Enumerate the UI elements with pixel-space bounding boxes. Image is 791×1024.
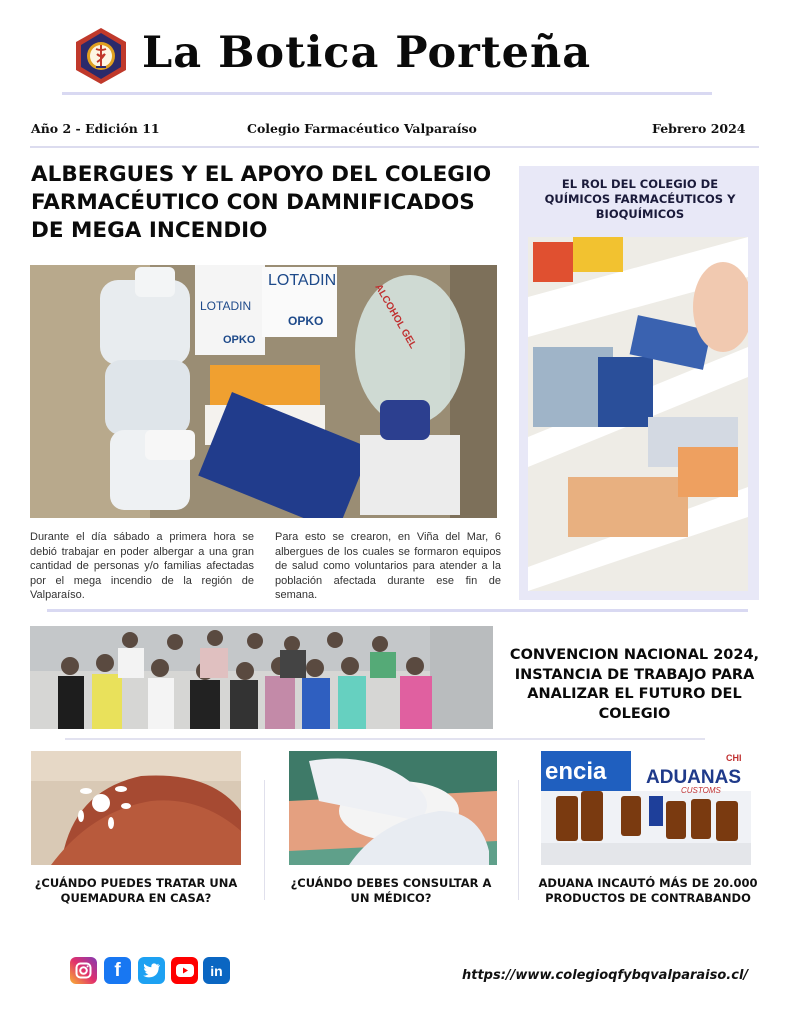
photo-label-opko-2: OPKO (223, 334, 256, 346)
doctor-article-link[interactable]: ¿CUÁNDO DEBES CONSULTAR A UN MÉDICO? (290, 876, 492, 905)
customs-illustration (541, 751, 751, 865)
photo-label-opko: OPKO (288, 314, 324, 328)
photo-label-lotadin-2: LOTADIN (200, 299, 252, 313)
medicine-box-illustration (30, 265, 497, 518)
lower-divider (65, 738, 705, 740)
facebook-icon[interactable]: f (104, 957, 131, 984)
customs-banner-chi: CHI (726, 753, 742, 763)
pharmacy-shelf-photo[interactable] (528, 237, 748, 591)
photo-label-alcohol: ALCOHOL GEL (372, 282, 419, 351)
masthead-title: La Botica Porteña (142, 28, 592, 78)
photo-label-lotadin: LOTADIN (268, 272, 337, 289)
twitter-icon[interactable] (138, 957, 165, 984)
caduceus-hexagon-icon (74, 27, 128, 85)
instagram-icon[interactable] (70, 957, 97, 984)
customs-banner-aduanas: ADUANAS (646, 767, 741, 788)
bandage-illustration (289, 751, 497, 865)
main-story-photo[interactable] (30, 265, 497, 518)
bandage-photo[interactable] (289, 751, 497, 865)
meta-divider (30, 146, 759, 148)
sunburn-illustration (31, 751, 241, 865)
customs-seizure-photo[interactable] (541, 751, 751, 865)
customs-banner-left: encia (545, 758, 607, 785)
main-story-column-1: Durante el día sábado a primera hora se debió trabajar en poder albergar a una gran cantidad de personas y/o familias afectadas por el mega incendio de la región de Valparaíso. (30, 531, 254, 601)
main-story-column-2: Para esto se crearon, en Viña del Mar, 6 albergues de los cuales se formaron equipos de salud como voluntarios para atender a la población afectada durante ese fin de semana. (275, 531, 501, 601)
convention-headline[interactable]: CONVENCION NACIONAL 2024, INSTANCIA DE TRABAJO PARA ANALIZAR EL FUTURO DEL COLEGIO (509, 647, 760, 722)
group-photo-illustration (30, 626, 493, 729)
customs-article-link[interactable]: ADUANA INCAUTÓ MÁS DE 20.000 PRODUCTOS DE CONTRABANDO (538, 876, 758, 905)
website-link[interactable]: https://www.colegioqfybqvalparaiso.cl/ (462, 968, 749, 983)
burn-article-link[interactable]: ¿CUÁNDO PUEDES TRATAR UNA QUEMADURA EN CASA? (34, 876, 238, 905)
pharmacy-shelf-illustration (528, 237, 748, 591)
convention-group-photo[interactable] (30, 626, 493, 729)
publisher-label: Colegio Farmacéutico Valparaíso (247, 121, 477, 136)
column-separator (518, 780, 519, 900)
issue-label: Año 2 - Edición 11 (31, 121, 160, 136)
customs-banner-customs: CUSTOMS (681, 786, 721, 795)
masthead-divider (62, 92, 712, 95)
column-separator (264, 780, 265, 900)
sidebar-title[interactable]: EL ROL DEL COLEGIO DE QUÍMICOS FARMACÉUTICOS Y BIOQUÍMICOS (544, 177, 736, 221)
youtube-icon[interactable] (171, 957, 198, 984)
date-label: Febrero 2024 (652, 121, 746, 136)
linkedin-icon[interactable]: in (203, 957, 230, 984)
section-divider (47, 609, 748, 612)
main-headline[interactable]: ALBERGUES Y EL APOYO DEL COLEGIO FARMACÉUTICO CON DAMNIFICADOS DE MEGA INCENDIO (31, 162, 492, 243)
sunburn-photo[interactable] (31, 751, 241, 865)
